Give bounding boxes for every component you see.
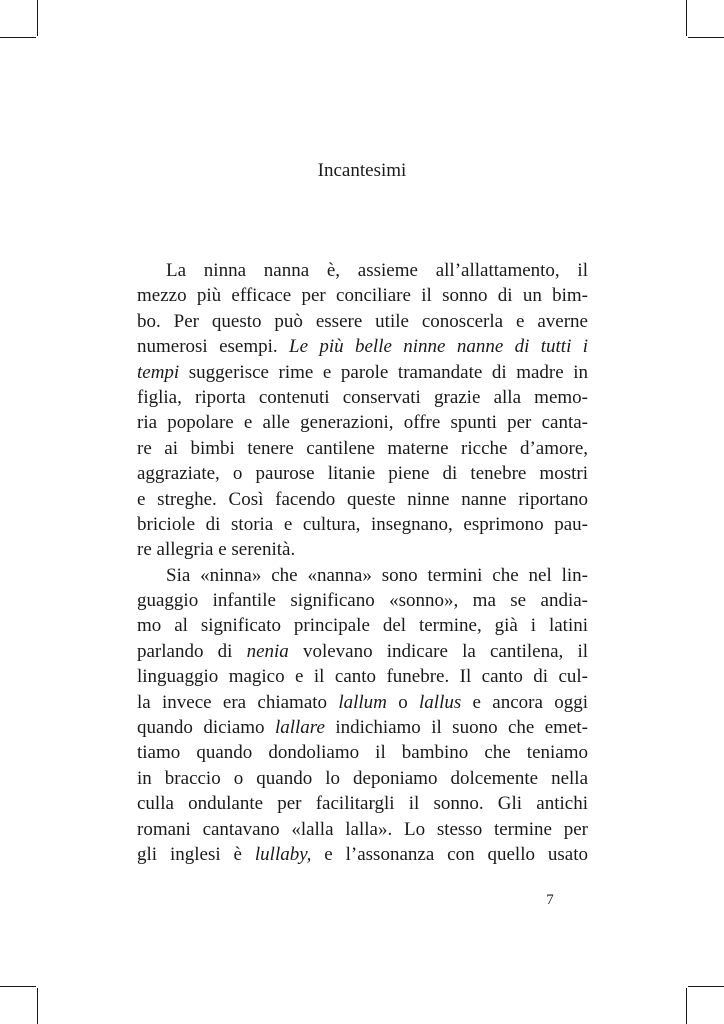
- text-line: La ninna nanna è, assieme all’allattamento, il: [166, 260, 588, 281]
- italic-term: nenia: [246, 640, 289, 662]
- text-line: romani cantavano «lalla lalla». Lo stesso termine per: [137, 818, 588, 840]
- text-line: Sia «ninna» che «nanna» sono termini che nel lin-: [166, 564, 588, 586]
- crop-mark-bottom-left: [0, 986, 36, 987]
- text-line: tempi suggerisce rime e parole tramandate di madre in: [137, 361, 588, 383]
- crop-mark-top-left: [37, 0, 38, 36]
- text-line: gli inglesi è lullaby, e l’assonanza con quello usato: [137, 843, 589, 865]
- text-line: numerosi esempi. Le più belle ninne nanne di tutti i: [137, 336, 588, 358]
- text-line: parlando di nenia volevano indicare la cantilena, il: [137, 640, 588, 662]
- text-line: mezzo più efficace per conciliare il sonno di un bim-: [137, 285, 588, 307]
- italic-term: lallus: [419, 691, 462, 713]
- body-text: [137, 258, 588, 867]
- book-title: Le più belle ninne nanne di tutti i: [289, 336, 588, 358]
- page-number: 7: [546, 892, 554, 908]
- text-line: guaggio infantile significano «sonno», ma se andia-: [137, 590, 588, 612]
- crop-mark-bottom-right: [688, 986, 724, 987]
- crop-mark-top-right: [688, 37, 724, 38]
- crop-mark-bottom-left: [37, 988, 38, 1024]
- text-line: quando diciamo lallare indichiamo il suono che emet-: [137, 717, 588, 739]
- crop-mark-top-right: [686, 0, 687, 36]
- crop-mark-top-left: [0, 37, 36, 38]
- text-line: briciole di storia e cultura, insegnano, esprimono pau-: [137, 513, 588, 535]
- text-line: ria popolare e alle generazioni, offre spunti per canta-: [137, 412, 588, 434]
- text-line: re ai bimbi tenere cantilene materne ricche d’amore,: [137, 437, 588, 459]
- text-line: aggraziate, o paurose litanie piene di tenebre mostri: [137, 463, 588, 485]
- italic-term: lallum: [338, 691, 387, 713]
- text-line: re allegria e serenità.: [137, 539, 296, 561]
- text-line: culla ondulante per facilitargli il sonno. Gli antichi: [137, 793, 588, 815]
- book-title: tempi: [137, 361, 180, 383]
- italic-term: lallare: [274, 717, 325, 739]
- text-line: tiamo quando dondoliamo il bambino che teniamo: [137, 742, 588, 764]
- italic-term: lullaby,: [254, 843, 312, 865]
- text-line: linguaggio magico e il canto funebre. Il canto di cul-: [137, 666, 588, 688]
- text-line: e streghe. Così facendo queste ninne nanne riportano: [137, 488, 588, 510]
- text-line: in braccio o quando lo deponiamo dolcemente nella: [137, 767, 588, 789]
- crop-mark-bottom-right: [686, 988, 687, 1024]
- text-line: bo. Per questo può essere utile conoscerla e averne: [137, 310, 588, 332]
- text-line: la invece era chiamato lallum o lallus e ancora oggi: [137, 691, 588, 713]
- chapter-title: Incantesimi: [317, 160, 407, 181]
- text-line: mo al significato principale del termine, già i latini: [137, 615, 588, 637]
- text-line: figlia, riporta contenuti conservati grazie alla memo-: [137, 386, 588, 408]
